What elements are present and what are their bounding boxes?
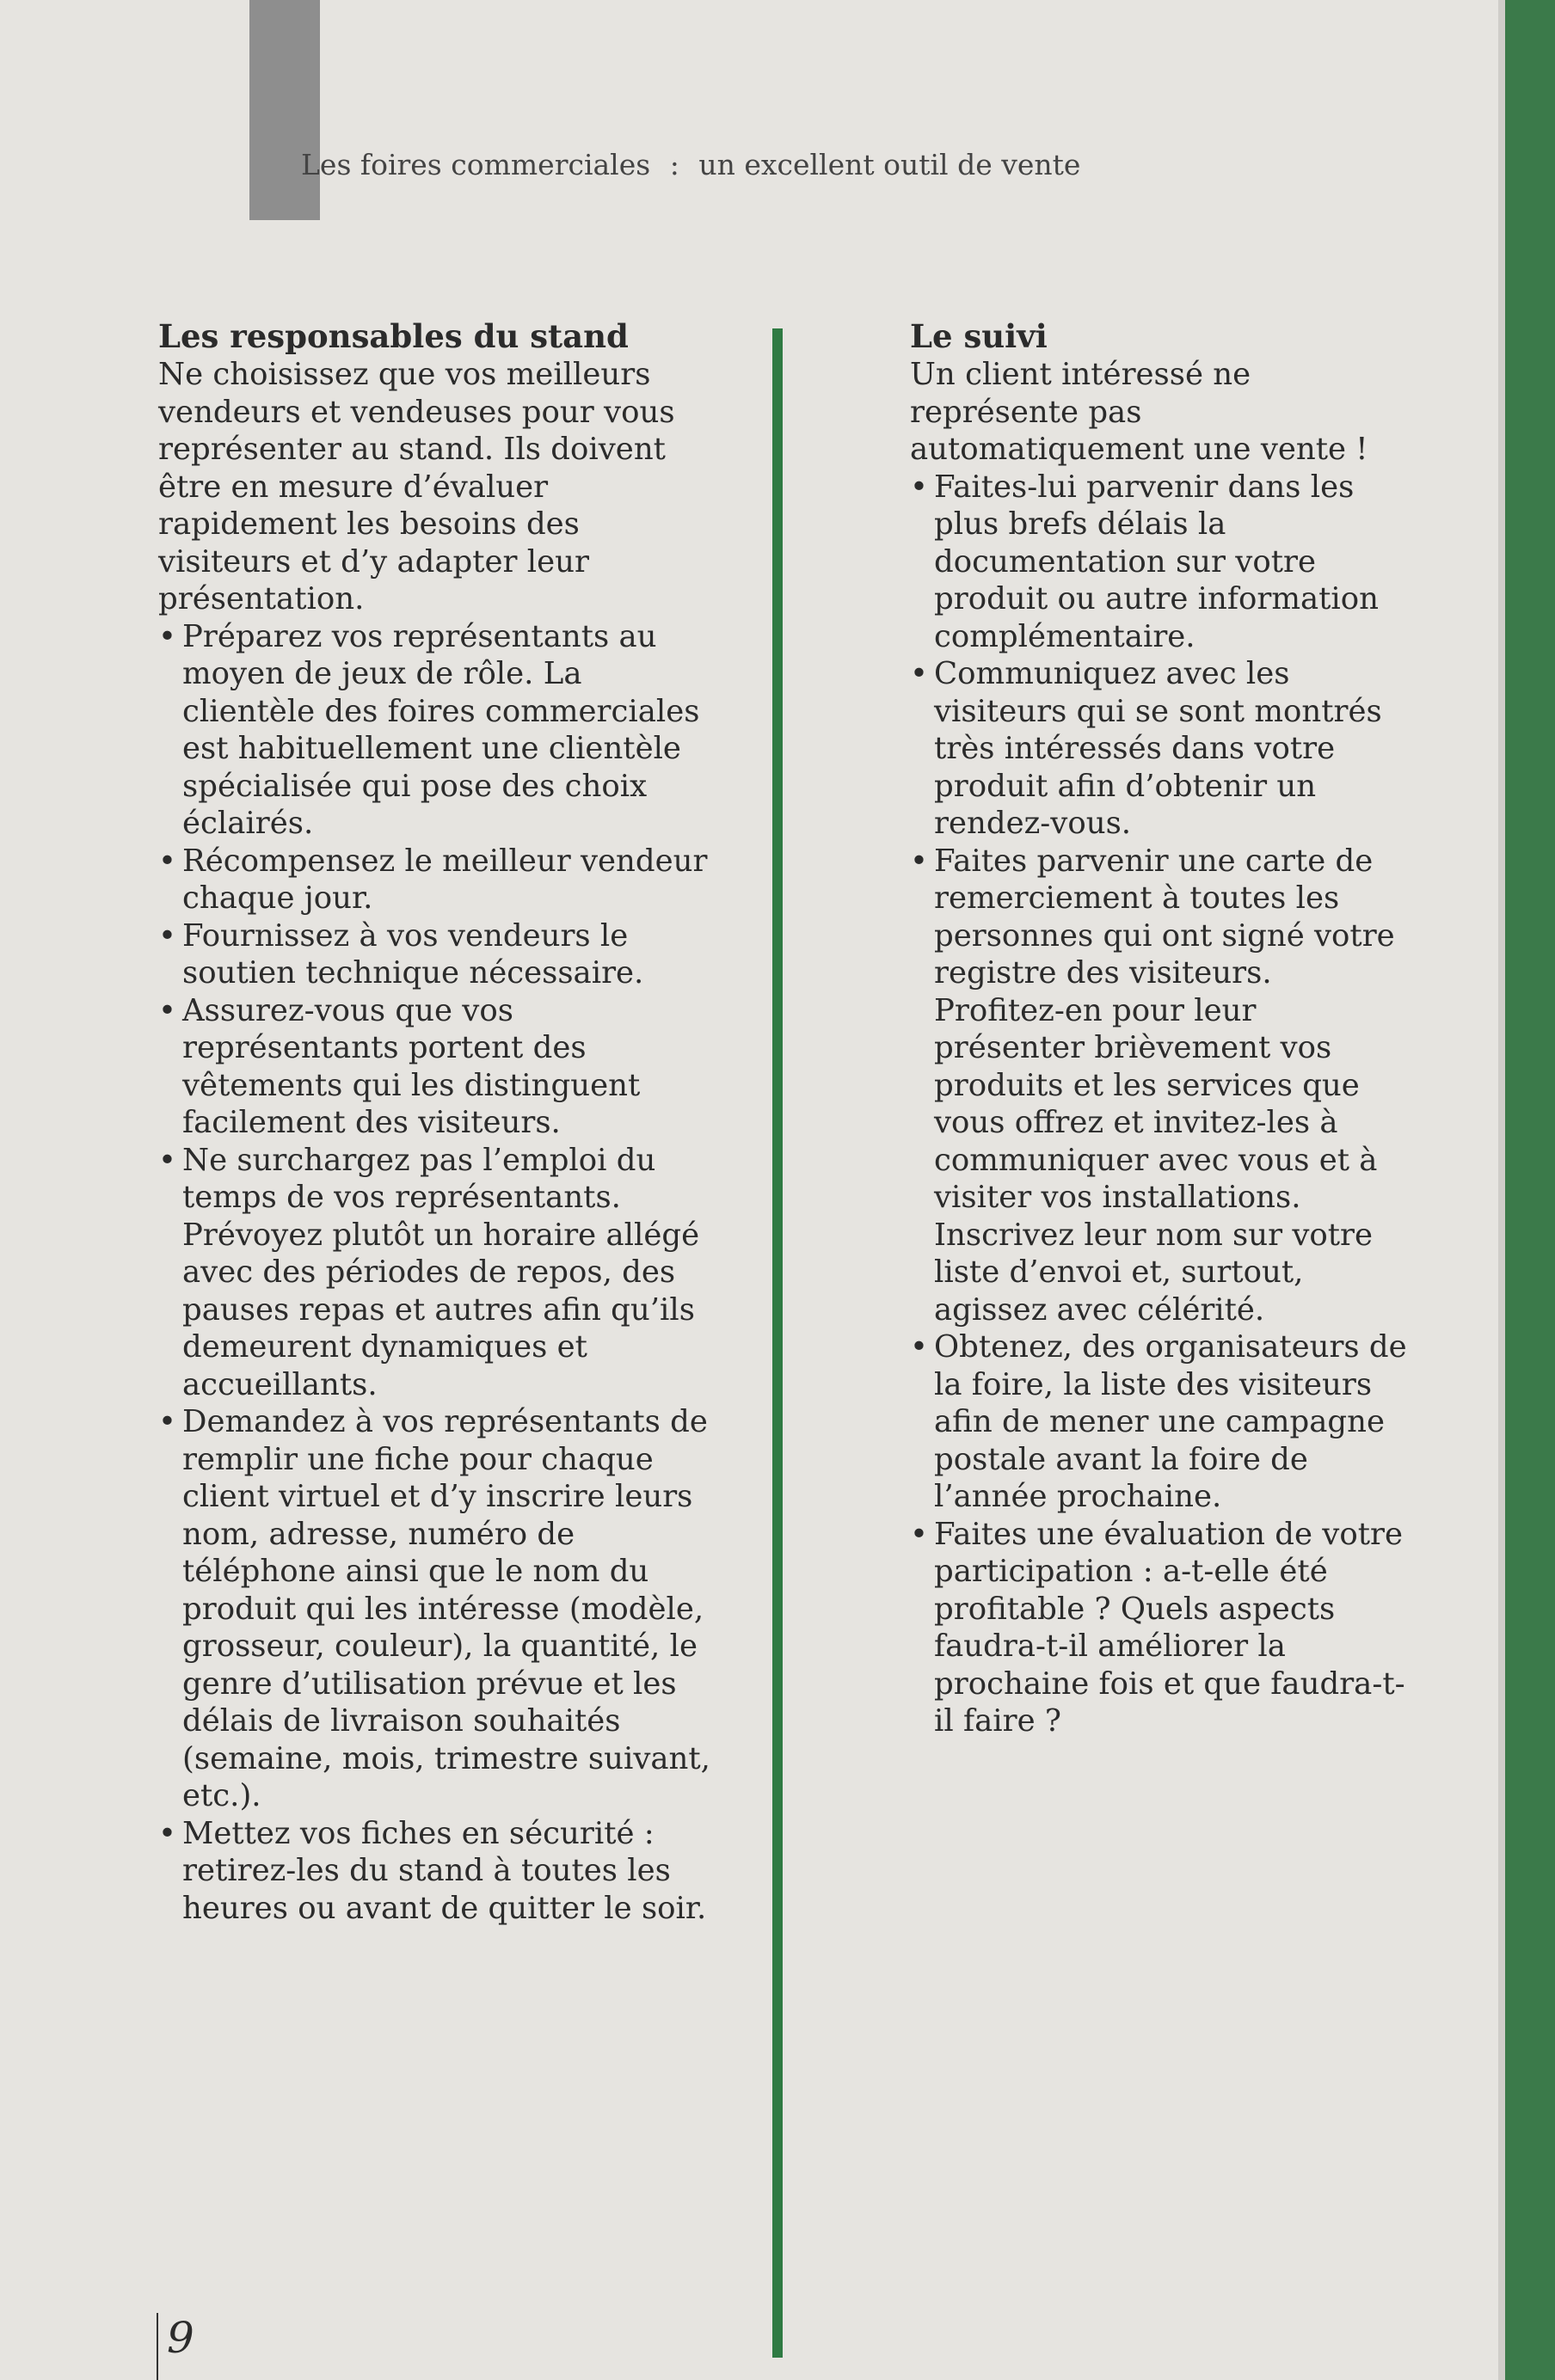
section-title-suivi: Le suivi bbox=[910, 317, 1048, 355]
list-item: • Faites une évaluation de votre participation : a-t-elle été profitable ? Quels aspects faudra-t-il améliorer la prochaine fois et que faudra-t-il faire ? bbox=[910, 1516, 1409, 1740]
bullet-list-stand bbox=[158, 618, 717, 1928]
header-left: Les foires commerciales bbox=[301, 148, 651, 181]
page-number-rule bbox=[157, 2313, 158, 2380]
right-column bbox=[910, 316, 1409, 1740]
list-item: • Demandez à vos représentants de remplir une fiche pour chaque client virtuel et d’y inscrire leurs nom, adresse, numéro de téléphone ainsi que le nom du produit qui les intéresse (modèle, grosseur, couleur), la quantité, le genre d’utilisation prévue et les délais de livraison souhaités (semaine, mois, trimestre suivant, etc.). bbox=[158, 1403, 717, 1815]
left-column bbox=[158, 316, 717, 1927]
header-right: un excellent outil de vente bbox=[698, 148, 1081, 181]
list-item: • Obtenez, des organisateurs de la foire, la liste des visiteurs afin de mener une campagne postale avant la foire de l’année prochaine. bbox=[910, 1328, 1409, 1516]
running-header bbox=[301, 148, 1080, 181]
page-number: 9 bbox=[167, 2313, 194, 2363]
bullet-list-suivi bbox=[910, 469, 1409, 1740]
list-item: • Ne surchargez pas l’emploi du temps de vos représentants. Prévoyez plutôt un horaire allégé avec des périodes de repos, des pauses repas et autres afin qu’ils demeurent dynamiques et accueillants. bbox=[158, 1142, 717, 1404]
list-item: • Assurez-vous que vos représentants portent des vêtements qui les distinguent facilement des visiteurs. bbox=[158, 992, 717, 1142]
page-edge-shadow bbox=[1498, 0, 1505, 2380]
list-item: • Faites-lui parvenir dans les plus brefs délais la documentation sur votre produit ou autre information complémentaire. bbox=[910, 469, 1409, 656]
header-separator: : bbox=[669, 148, 679, 181]
section-title-stand: Les responsables du stand bbox=[158, 317, 629, 355]
list-item: • Mettez vos fiches en sécurité : retirez-les du stand à toutes les heures ou avant de quitter le soir. bbox=[158, 1815, 717, 1928]
section-intro-suivi: Un client intéressé ne représente pas automatiquement une vente ! bbox=[910, 357, 1368, 467]
list-item: • Préparez vos représentants au moyen de jeux de rôle. La clientèle des foires commerciales est habituellement une clientèle spécialisée qui pose des choix éclairés. bbox=[158, 618, 717, 843]
section-intro-stand: Ne choisissez que vos meilleurs vendeurs et vendeuses pour vous représenter au stand. Ils doivent être en mesure d’évaluer rapidement les besoins des visiteurs et d’y adapter leur présentation. bbox=[158, 357, 675, 616]
list-item: • Récompensez le meilleur vendeur chaque jour. bbox=[158, 843, 717, 917]
column-divider bbox=[772, 328, 783, 2358]
list-item: • Fournissez à vos vendeurs le soutien technique nécessaire. bbox=[158, 917, 717, 992]
green-page-edge bbox=[1505, 0, 1555, 2380]
list-item: • Communiquez avec les visiteurs qui se sont montrés très intéressés dans votre produit afin d’obtenir un rendez-vous. bbox=[910, 655, 1409, 843]
list-item: • Faites parvenir une carte de remerciement à toutes les personnes qui ont signé votre registre des visiteurs. Profitez-en pour leur présenter brièvement vos produits et les services que vous offrez et invitez-les à communiquer avec vous et à visiter vos installations. Inscrivez leur nom sur votre liste d’envoi et, surtout, agissez avec célérité. bbox=[910, 843, 1409, 1329]
section-tab bbox=[249, 0, 320, 220]
